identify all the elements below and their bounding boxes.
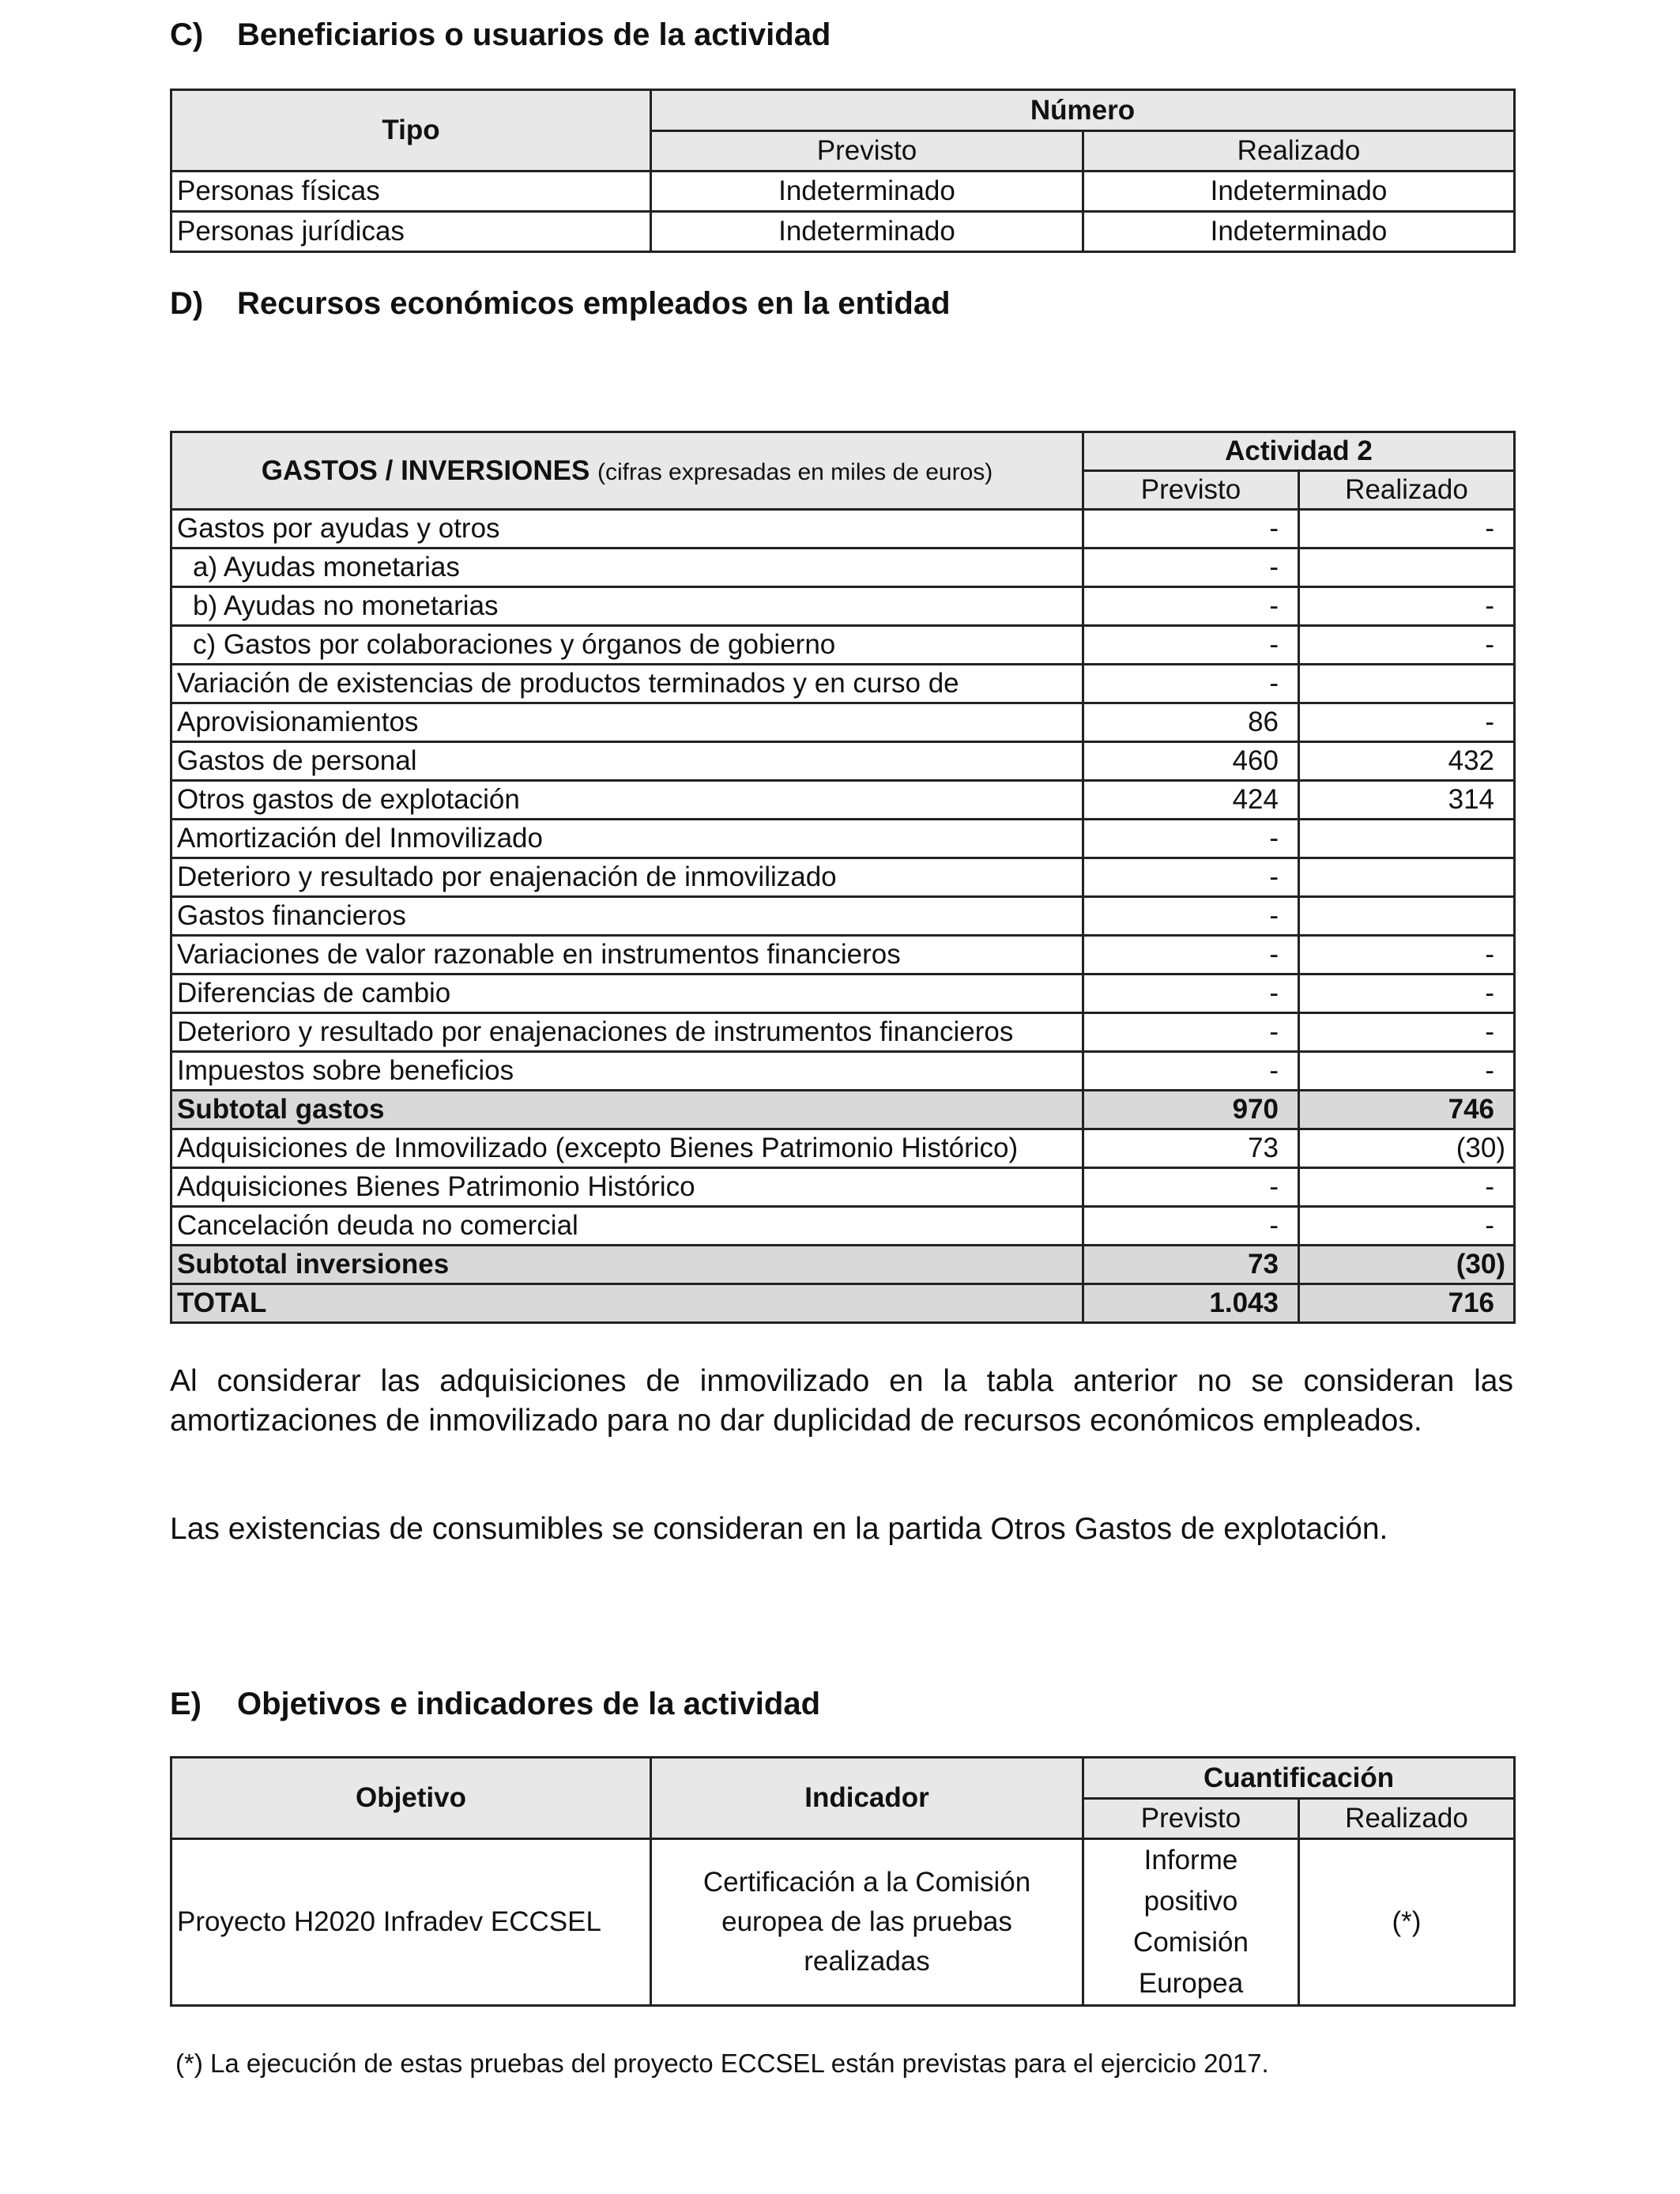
row-label: Subtotal inversiones [171,1246,1083,1284]
section-e-heading [170,1687,820,1722]
objetivo-cell: Proyecto H2020 Infradev ECCSEL [171,1839,651,2006]
section-c-heading [170,17,831,53]
row-label: Gastos financieros [171,897,1083,936]
table-row [171,974,1515,1013]
table-row [171,626,1515,665]
subtotal-inversiones-row [171,1246,1515,1284]
section-d-letter: D) [170,286,204,321]
previsto-value: - [1083,587,1299,626]
table-row [171,897,1515,936]
previsto-value: - [1083,897,1299,936]
previsto-value: - [1083,974,1299,1013]
previsto-value: - [1083,665,1299,703]
row-label: a) Ayudas monetarias [171,548,1083,587]
previsto-value: - [1083,820,1299,858]
table-row [171,820,1515,858]
header-cuantificacion: Cuantificación [1083,1758,1515,1799]
realizado-value [1299,897,1515,936]
row-label: Variaciones de valor razonable en instrumentos financieros [171,936,1083,974]
realizado-value [1299,858,1515,897]
previsto-value: - [1083,626,1299,665]
previsto-cell: Indeterminado [651,172,1083,212]
table-row [171,172,1515,212]
table-row [171,703,1515,742]
section-d-title: Recursos económicos empleados en la entidad [237,286,951,321]
previsto-value: 460 [1083,742,1299,781]
row-label: Cancelación deuda no comercial [171,1207,1083,1246]
header-main-label: GASTOS / INVERSIONES [261,454,590,486]
previsto-value: - [1083,510,1299,548]
row-label: Adquisiciones de Inmovilizado (excepto Bienes Patrimonio Histórico) [171,1129,1083,1168]
header-previsto: Previsto [651,131,1083,172]
row-label: Deterioro y resultado por enajenaciones de instrumentos financieros [171,1013,1083,1052]
paragraph-existencias: Las existencias de consumibles se consideran en la partida Otros Gastos de explotación. [170,1512,1388,1546]
table-row [171,742,1515,781]
realizado-cell: Indeterminado [1083,212,1515,252]
table-row [171,858,1515,897]
header-realizado: Realizado [1299,1799,1515,1839]
subtotal-gastos-row [171,1091,1515,1129]
row-label: b) Ayudas no monetarias [171,587,1083,626]
row-label: Deterioro y resultado por enajenación de inmovilizado [171,858,1083,897]
realizado-value: 314 [1299,781,1515,820]
realizado-value: - [1299,626,1515,665]
previsto-value: 73 [1083,1246,1299,1284]
header-caption: (cifras expresadas en miles de euros) [597,458,993,485]
header-previsto: Previsto [1083,1799,1299,1839]
header-indicador: Indicador [651,1758,1083,1839]
section-d-heading [170,286,951,322]
table-row [171,212,1515,252]
previsto-value: - [1083,1168,1299,1207]
section-e-title: Objetivos e indicadores de la actividad [237,1687,821,1721]
total-row [171,1284,1515,1323]
realizado-value [1299,665,1515,703]
table-row [171,1207,1515,1246]
header-realizado: Realizado [1083,131,1515,172]
indicador-cell: Certificación a la Comisión europea de las pruebas realizadas [651,1839,1083,2006]
row-label: TOTAL [171,1284,1083,1323]
row-label: Diferencias de cambio [171,974,1083,1013]
previsto-value: - [1083,936,1299,974]
tipo-cell: Personas físicas [171,172,651,212]
previsto-value: - [1083,1052,1299,1091]
table-row [171,781,1515,820]
realizado-value: - [1299,510,1515,548]
realizado-value: - [1299,1168,1515,1207]
previsto-value: 73 [1083,1129,1299,1168]
previsto-value: 424 [1083,781,1299,820]
previsto-value: - [1083,858,1299,897]
realizado-value: - [1299,1052,1515,1091]
footnote: (*) La ejecución de estas pruebas del proyecto ECCSEL están previstas para el ejercicio 2017. [175,2049,1269,2078]
header-actividad: Actividad 2 [1083,432,1515,471]
previsto-value: - [1083,1207,1299,1246]
previsto-value: - [1083,548,1299,587]
realizado-cell: Indeterminado [1083,172,1515,212]
beneficiarios-table [170,89,1516,253]
header-numero: Número [651,90,1515,131]
table-row [171,1129,1515,1168]
realizado-cell: (*) [1299,1839,1515,2006]
section-c-letter: C) [170,17,204,52]
table-row [171,665,1515,703]
realizado-value: - [1299,974,1515,1013]
header-tipo: Tipo [171,90,651,172]
objetivos-table [170,1756,1516,2007]
realizado-value: (30) [1299,1246,1515,1284]
section-c-title: Beneficiarios o usuarios de la actividad [237,17,831,52]
row-label: Subtotal gastos [171,1091,1083,1129]
header-realizado: Realizado [1299,471,1515,510]
realizado-value: 432 [1299,742,1515,781]
table-row [171,1168,1515,1207]
previsto-value: - [1083,1013,1299,1052]
row-label: Gastos de personal [171,742,1083,781]
realizado-value: - [1299,936,1515,974]
previsto-value: 970 [1083,1091,1299,1129]
header-previsto: Previsto [1083,471,1299,510]
table-row [171,936,1515,974]
row-label: Aprovisionamientos [171,703,1083,742]
table-row [171,548,1515,587]
paragraph-adquisiciones: Al considerar las adquisiciones de inmovilizado en la tabla anterior no se consideran las amortizaciones de inmovilizado para no dar duplicidad de recursos económicos empleados. [170,1364,1513,1438]
realizado-value: 716 [1299,1284,1515,1323]
realizado-value: - [1299,587,1515,626]
realizado-value [1299,820,1515,858]
previsto-value: 86 [1083,703,1299,742]
row-label: Amortización del Inmovilizado [171,820,1083,858]
realizado-value [1299,548,1515,587]
header-objetivo: Objetivo [171,1758,651,1839]
row-label: Gastos por ayudas y otros [171,510,1083,548]
row-label: c) Gastos por colaboraciones y órganos de gobierno [171,626,1083,665]
header-gastos-inversiones [171,432,1083,510]
row-label: Variación de existencias de productos terminados y en curso de [171,665,1083,703]
recursos-table [170,431,1516,1324]
realizado-value: - [1299,703,1515,742]
previsto-value: 1.043 [1083,1284,1299,1323]
realizado-value: - [1299,1207,1515,1246]
table-row [171,1052,1515,1091]
realizado-value: 746 [1299,1091,1515,1129]
previsto-cell: Indeterminado [651,212,1083,252]
table-row [171,510,1515,548]
tipo-cell: Personas jurídicas [171,212,651,252]
realizado-value: - [1299,1013,1515,1052]
row-label: Impuestos sobre beneficios [171,1052,1083,1091]
previsto-cell: Informe positivo Comisión Europea [1083,1839,1299,2006]
realizado-value: (30) [1299,1129,1515,1168]
row-label: Otros gastos de explotación [171,781,1083,820]
table-row [171,1013,1515,1052]
row-label: Adquisiciones Bienes Patrimonio Histórico [171,1168,1083,1207]
table-row [171,1839,1515,2006]
section-e-letter: E) [170,1687,202,1721]
table-row [171,587,1515,626]
